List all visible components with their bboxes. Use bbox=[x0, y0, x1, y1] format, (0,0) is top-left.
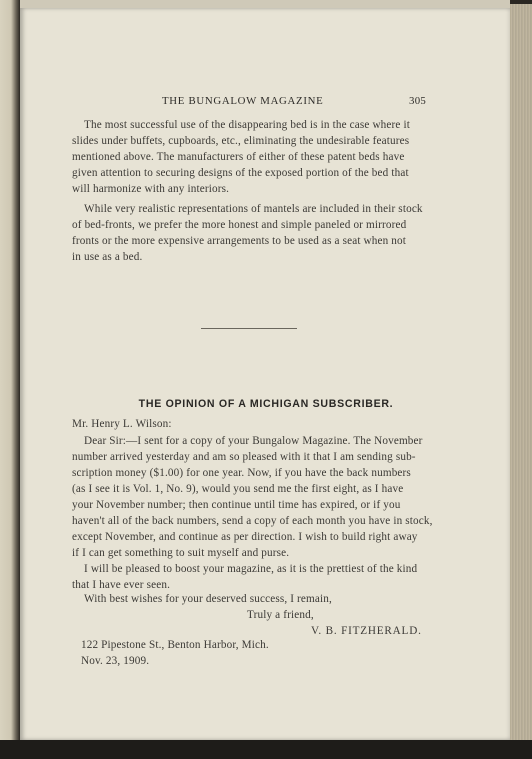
page-edges-right bbox=[510, 4, 532, 744]
text-line: scription money ($1.00) for one year. Now, if you have the back numbers bbox=[72, 467, 411, 479]
text-line: mentioned above. The manufacturers of either of these patent beds have bbox=[72, 151, 405, 163]
letter-signature: V. B. FITZHERALD. bbox=[311, 625, 422, 637]
letter-salutation: Mr. Henry L. Wilson: bbox=[72, 418, 172, 430]
running-header bbox=[0, 95, 532, 109]
text-line: haven't all of the back numbers, send a copy of each month you have in stock, bbox=[72, 515, 433, 527]
page-number: 305 bbox=[409, 95, 427, 107]
letter-body-1 bbox=[72, 433, 433, 561]
text-line: of bed-fronts, we prefer the more honest and simple paneled or mirrored bbox=[72, 219, 407, 231]
text-line: (as I see it is Vol. 1, No. 9), would you send me the first eight, as I have bbox=[72, 483, 404, 495]
text-line: will harmonize with any interiors. bbox=[72, 183, 230, 195]
page-top-edge bbox=[20, 0, 510, 8]
text-line: fronts or the more expensive arrangements to be used as a seat when not bbox=[72, 235, 407, 247]
letter-body-2 bbox=[72, 561, 426, 593]
text-line: except November, and continue as per direction. I wish to build right away bbox=[72, 531, 418, 543]
letter-closing: Truly a friend, bbox=[247, 609, 314, 621]
text-line: your November number; then continue until time has expired, or if you bbox=[72, 499, 401, 511]
text-line: in use as a bed. bbox=[72, 251, 143, 263]
letter-closing-wishes: With best wishes for your deserved success, I remain, bbox=[84, 593, 332, 605]
letter-date: Nov. 23, 1909. bbox=[81, 655, 150, 667]
text-line: given attention to securing designs of the exposed portion of the bed that bbox=[72, 167, 409, 179]
text-line: slides under buffets, cupboards, etc., eliminating the undesirable features bbox=[72, 135, 410, 147]
book-binding-left bbox=[0, 0, 20, 759]
text-line: that I have ever seen. bbox=[72, 579, 171, 591]
letter-address: 122 Pipestone St., Benton Harbor, Mich. bbox=[81, 639, 269, 651]
text-line: I will be pleased to boost your magazine, as it is the prettiest of the kind bbox=[84, 563, 418, 575]
text-line: The most successful use of the disappearing bed is in the case where it bbox=[84, 119, 410, 131]
text-line: number arrived yesterday and am so pleased with it that I am sending sub- bbox=[72, 451, 416, 463]
text-line: Dear Sir:—I sent for a copy of your Bungalow Magazine. The November bbox=[84, 435, 423, 447]
text-line: if I can get something to suit myself and purse. bbox=[72, 547, 290, 559]
scan-bottom-edge bbox=[0, 740, 532, 759]
magazine-title: THE BUNGALOW MAGAZINE bbox=[162, 95, 324, 107]
letter-title: THE OPINION OF A MICHIGAN SUBSCRIBER. bbox=[138, 398, 394, 410]
section-divider bbox=[201, 328, 297, 329]
text-line: While very realistic representations of mantels are included in their stock bbox=[84, 203, 423, 215]
paragraph-disappearing-bed bbox=[72, 117, 426, 197]
paragraph-bed-fronts bbox=[72, 201, 426, 265]
